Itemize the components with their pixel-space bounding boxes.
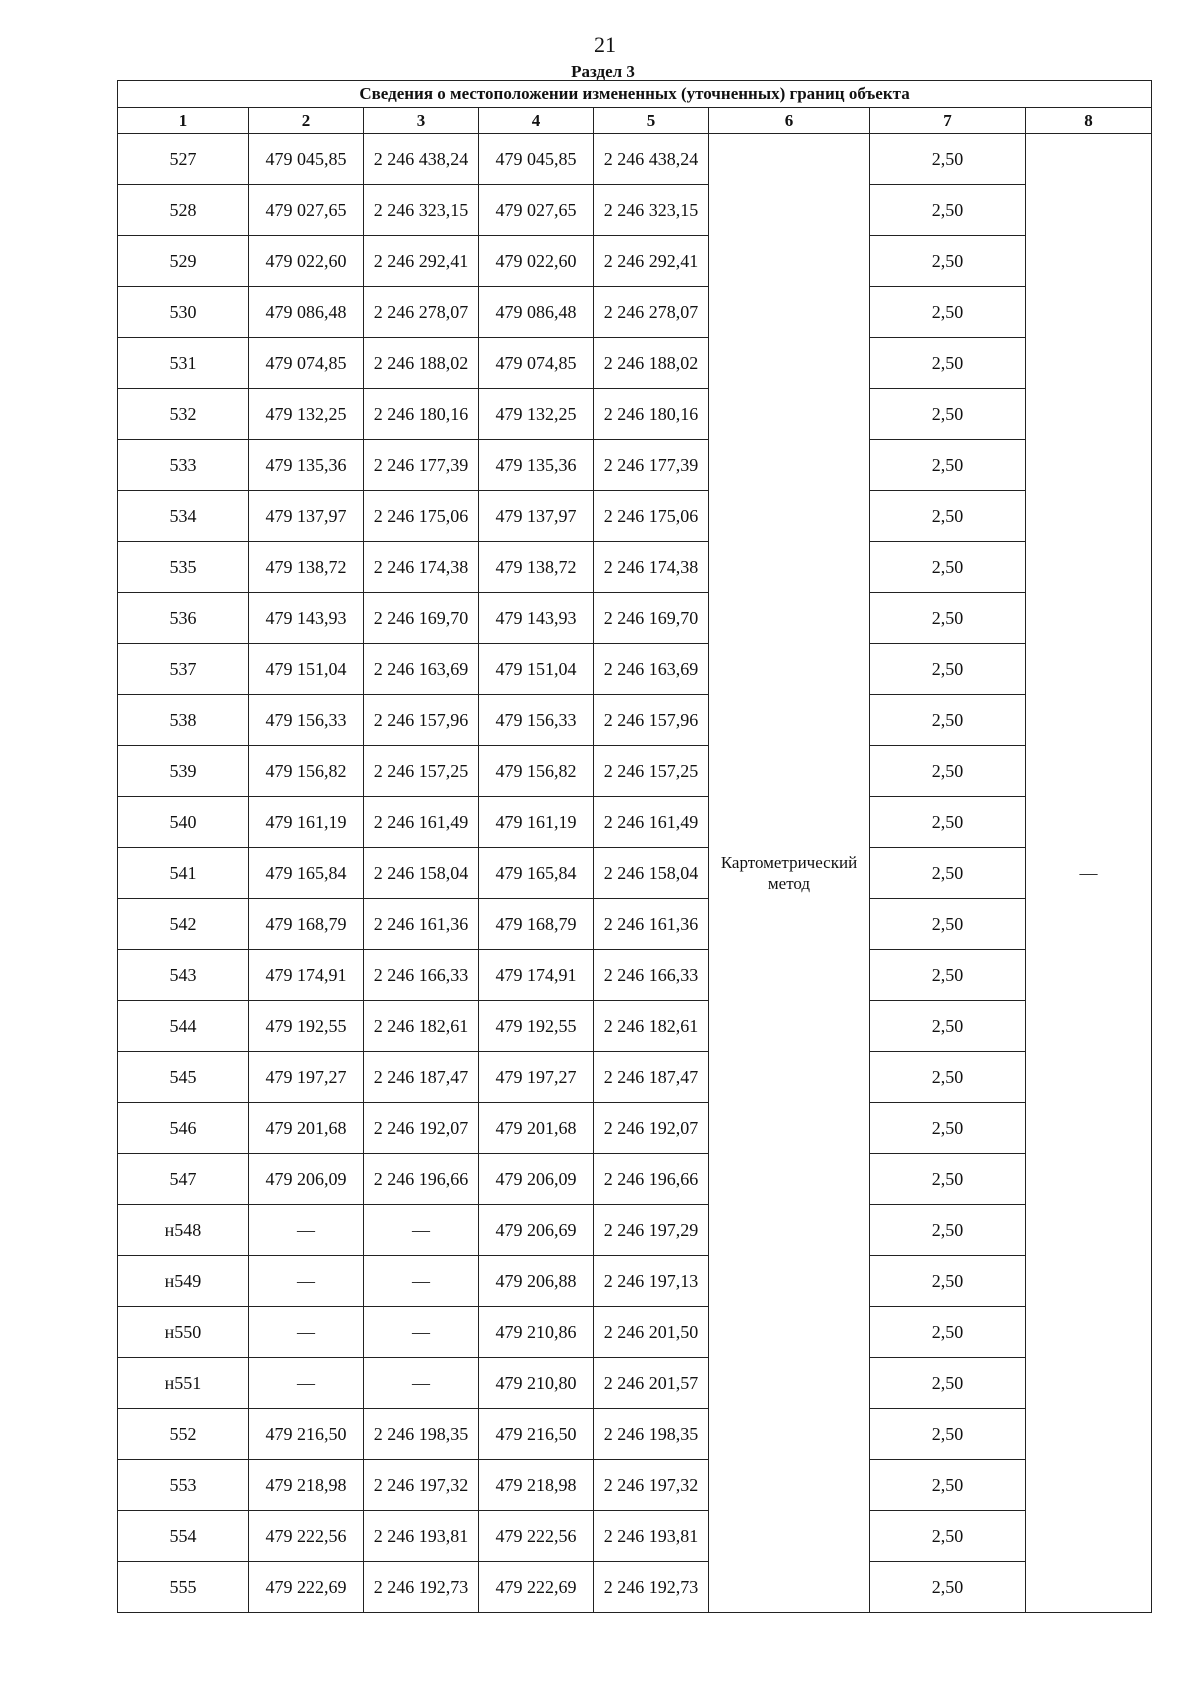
y-old-cell: 2 246 158,04 <box>364 848 479 899</box>
table-row <box>118 236 1152 287</box>
x-old-cell: 479 174,91 <box>249 950 364 1001</box>
accuracy-cell: 2,50 <box>870 746 1026 797</box>
accuracy-cell: 2,50 <box>870 593 1026 644</box>
x-new-cell: 479 218,98 <box>479 1460 594 1511</box>
x-new-cell: 479 222,69 <box>479 1562 594 1613</box>
column-number: 6 <box>709 108 870 134</box>
x-old-cell: 479 197,27 <box>249 1052 364 1103</box>
x-new-cell: 479 027,65 <box>479 185 594 236</box>
x-new-cell: 479 192,55 <box>479 1001 594 1052</box>
point-number-cell: 543 <box>118 950 249 1001</box>
y-new-cell: 2 246 175,06 <box>594 491 709 542</box>
table-row <box>118 644 1152 695</box>
y-new-cell: 2 246 182,61 <box>594 1001 709 1052</box>
section-title: Раздел 3 <box>571 62 635 81</box>
accuracy-cell: 2,50 <box>870 1409 1026 1460</box>
x-new-cell: 479 165,84 <box>479 848 594 899</box>
table-row <box>118 134 1152 185</box>
y-new-cell: 2 246 323,15 <box>594 185 709 236</box>
y-new-cell: 2 246 174,38 <box>594 542 709 593</box>
table-row <box>118 440 1152 491</box>
accuracy-cell: 2,50 <box>870 134 1026 185</box>
table-row <box>118 1205 1152 1256</box>
x-new-cell: 479 210,80 <box>479 1358 594 1409</box>
x-old-cell: 479 216,50 <box>249 1409 364 1460</box>
column-number: 8 <box>1026 108 1152 134</box>
y-old-cell: 2 246 161,49 <box>364 797 479 848</box>
x-old-cell: 479 022,60 <box>249 236 364 287</box>
x-new-cell: 479 174,91 <box>479 950 594 1001</box>
accuracy-cell: 2,50 <box>870 695 1026 746</box>
page-number: 21 <box>594 32 616 57</box>
y-old-cell: 2 246 174,38 <box>364 542 479 593</box>
accuracy-cell: 2,50 <box>870 1511 1026 1562</box>
x-old-cell: 479 086,48 <box>249 287 364 338</box>
y-old-cell: 2 246 177,39 <box>364 440 479 491</box>
y-old-cell: 2 246 182,61 <box>364 1001 479 1052</box>
y-old-cell: — <box>364 1205 479 1256</box>
accuracy-cell: 2,50 <box>870 848 1026 899</box>
point-number-cell: 536 <box>118 593 249 644</box>
table-row <box>118 1256 1152 1307</box>
x-new-cell: 479 086,48 <box>479 287 594 338</box>
x-new-cell: 479 201,68 <box>479 1103 594 1154</box>
column-number: 3 <box>364 108 479 134</box>
accuracy-cell: 2,50 <box>870 491 1026 542</box>
y-old-cell: 2 246 188,02 <box>364 338 479 389</box>
point-number-cell: н549 <box>118 1256 249 1307</box>
point-number-cell: н551 <box>118 1358 249 1409</box>
point-number-cell: 539 <box>118 746 249 797</box>
table-row <box>118 899 1152 950</box>
accuracy-cell: 2,50 <box>870 1307 1026 1358</box>
y-new-cell: 2 246 166,33 <box>594 950 709 1001</box>
accuracy-cell: 2,50 <box>870 1154 1026 1205</box>
x-new-cell: 479 222,56 <box>479 1511 594 1562</box>
y-old-cell: — <box>364 1307 479 1358</box>
x-old-cell: — <box>249 1205 364 1256</box>
x-old-cell: 479 192,55 <box>249 1001 364 1052</box>
boundary-coordinates-table <box>117 80 1152 1613</box>
column-number: 5 <box>594 108 709 134</box>
y-old-cell: 2 246 292,41 <box>364 236 479 287</box>
column-8-cell: — <box>1026 134 1152 1613</box>
table-row <box>118 1103 1152 1154</box>
accuracy-cell: 2,50 <box>870 797 1026 848</box>
point-number-cell: 538 <box>118 695 249 746</box>
y-new-cell: 2 246 197,13 <box>594 1256 709 1307</box>
x-old-cell: 479 045,85 <box>249 134 364 185</box>
column-number: 7 <box>870 108 1026 134</box>
point-number-cell: 546 <box>118 1103 249 1154</box>
accuracy-cell: 2,50 <box>870 644 1026 695</box>
y-old-cell: 2 246 157,25 <box>364 746 479 797</box>
y-old-cell: 2 246 196,66 <box>364 1154 479 1205</box>
accuracy-cell: 2,50 <box>870 338 1026 389</box>
x-old-cell: 479 165,84 <box>249 848 364 899</box>
accuracy-cell: 2,50 <box>870 1001 1026 1052</box>
table-row <box>118 1052 1152 1103</box>
table-row <box>118 287 1152 338</box>
x-old-cell: 479 201,68 <box>249 1103 364 1154</box>
y-old-cell: 2 246 175,06 <box>364 491 479 542</box>
table-row <box>118 848 1152 899</box>
table-row <box>118 491 1152 542</box>
point-number-cell: 535 <box>118 542 249 593</box>
y-old-cell: — <box>364 1256 479 1307</box>
x-old-cell: 479 132,25 <box>249 389 364 440</box>
accuracy-cell: 2,50 <box>870 1562 1026 1613</box>
point-number-cell: 545 <box>118 1052 249 1103</box>
x-new-cell: 479 135,36 <box>479 440 594 491</box>
y-new-cell: 2 246 161,49 <box>594 797 709 848</box>
x-new-cell: 479 156,33 <box>479 695 594 746</box>
y-old-cell: 2 246 197,32 <box>364 1460 479 1511</box>
x-new-cell: 479 206,09 <box>479 1154 594 1205</box>
point-number-cell: 531 <box>118 338 249 389</box>
y-old-cell: 2 246 192,73 <box>364 1562 479 1613</box>
point-number-cell: 528 <box>118 185 249 236</box>
y-new-cell: 2 246 278,07 <box>594 287 709 338</box>
x-old-cell: 479 138,72 <box>249 542 364 593</box>
y-new-cell: 2 246 157,96 <box>594 695 709 746</box>
x-old-cell: 479 027,65 <box>249 185 364 236</box>
y-new-cell: 2 246 158,04 <box>594 848 709 899</box>
table-row <box>118 593 1152 644</box>
table-row <box>118 1460 1152 1511</box>
y-old-cell: 2 246 438,24 <box>364 134 479 185</box>
y-new-cell: 2 246 198,35 <box>594 1409 709 1460</box>
accuracy-cell: 2,50 <box>870 542 1026 593</box>
y-old-cell: 2 246 193,81 <box>364 1511 479 1562</box>
point-number-cell: 537 <box>118 644 249 695</box>
x-new-cell: 479 132,25 <box>479 389 594 440</box>
table-row <box>118 338 1152 389</box>
point-number-cell: 532 <box>118 389 249 440</box>
y-new-cell: 2 246 187,47 <box>594 1052 709 1103</box>
x-new-cell: 479 074,85 <box>479 338 594 389</box>
accuracy-cell: 2,50 <box>870 899 1026 950</box>
table-row <box>118 1409 1152 1460</box>
point-number-cell: 529 <box>118 236 249 287</box>
y-new-cell: 2 246 193,81 <box>594 1511 709 1562</box>
table-body <box>118 134 1152 1613</box>
method-cell: Картометрический метод <box>709 134 870 1613</box>
x-new-cell: 479 216,50 <box>479 1409 594 1460</box>
x-old-cell: 479 156,33 <box>249 695 364 746</box>
accuracy-cell: 2,50 <box>870 1256 1026 1307</box>
table-row <box>118 1307 1152 1358</box>
y-new-cell: 2 246 197,32 <box>594 1460 709 1511</box>
point-number-cell: 533 <box>118 440 249 491</box>
table-row <box>118 695 1152 746</box>
x-new-cell: 479 143,93 <box>479 593 594 644</box>
table-row <box>118 1154 1152 1205</box>
column-number: 2 <box>249 108 364 134</box>
y-old-cell: 2 246 166,33 <box>364 950 479 1001</box>
table-row <box>118 950 1152 1001</box>
x-new-cell: 479 161,19 <box>479 797 594 848</box>
accuracy-cell: 2,50 <box>870 1460 1026 1511</box>
x-new-cell: 479 151,04 <box>479 644 594 695</box>
table-row <box>118 797 1152 848</box>
table-row <box>118 1511 1152 1562</box>
point-number-cell: 554 <box>118 1511 249 1562</box>
y-new-cell: 2 246 196,66 <box>594 1154 709 1205</box>
y-new-cell: 2 246 292,41 <box>594 236 709 287</box>
x-new-cell: 479 045,85 <box>479 134 594 185</box>
y-new-cell: 2 246 180,16 <box>594 389 709 440</box>
y-old-cell: 2 246 169,70 <box>364 593 479 644</box>
y-old-cell: 2 246 157,96 <box>364 695 479 746</box>
y-new-cell: 2 246 201,50 <box>594 1307 709 1358</box>
x-old-cell: — <box>249 1307 364 1358</box>
x-old-cell: 479 135,36 <box>249 440 364 491</box>
x-old-cell: 479 151,04 <box>249 644 364 695</box>
x-new-cell: 479 206,69 <box>479 1205 594 1256</box>
y-old-cell: 2 246 180,16 <box>364 389 479 440</box>
y-old-cell: 2 246 187,47 <box>364 1052 479 1103</box>
y-old-cell: 2 246 278,07 <box>364 287 479 338</box>
point-number-cell: 547 <box>118 1154 249 1205</box>
y-new-cell: 2 246 192,73 <box>594 1562 709 1613</box>
table-row <box>118 389 1152 440</box>
y-old-cell: 2 246 323,15 <box>364 185 479 236</box>
x-new-cell: 479 197,27 <box>479 1052 594 1103</box>
accuracy-cell: 2,50 <box>870 1052 1026 1103</box>
x-old-cell: 479 222,56 <box>249 1511 364 1562</box>
accuracy-cell: 2,50 <box>870 236 1026 287</box>
point-number-cell: 555 <box>118 1562 249 1613</box>
y-new-cell: 2 246 188,02 <box>594 338 709 389</box>
x-old-cell: 479 156,82 <box>249 746 364 797</box>
table-row <box>118 1001 1152 1052</box>
table-row <box>118 185 1152 236</box>
accuracy-cell: 2,50 <box>870 185 1026 236</box>
point-number-cell: 553 <box>118 1460 249 1511</box>
x-old-cell: — <box>249 1358 364 1409</box>
point-number-cell: н550 <box>118 1307 249 1358</box>
accuracy-cell: 2,50 <box>870 950 1026 1001</box>
column-number: 1 <box>118 108 249 134</box>
y-old-cell: 2 246 163,69 <box>364 644 479 695</box>
y-new-cell: 2 246 177,39 <box>594 440 709 491</box>
point-number-cell: 544 <box>118 1001 249 1052</box>
table-caption: Сведения о местоположении измененных (уточненных) границ объекта <box>118 81 1152 108</box>
y-new-cell: 2 246 438,24 <box>594 134 709 185</box>
y-new-cell: 2 246 157,25 <box>594 746 709 797</box>
point-number-cell: 534 <box>118 491 249 542</box>
y-new-cell: 2 246 201,57 <box>594 1358 709 1409</box>
point-number-cell: 540 <box>118 797 249 848</box>
accuracy-cell: 2,50 <box>870 1205 1026 1256</box>
x-new-cell: 479 168,79 <box>479 899 594 950</box>
accuracy-cell: 2,50 <box>870 1103 1026 1154</box>
x-old-cell: 479 222,69 <box>249 1562 364 1613</box>
accuracy-cell: 2,50 <box>870 389 1026 440</box>
y-old-cell: 2 246 198,35 <box>364 1409 479 1460</box>
accuracy-cell: 2,50 <box>870 1358 1026 1409</box>
x-old-cell: — <box>249 1256 364 1307</box>
x-old-cell: 479 137,97 <box>249 491 364 542</box>
x-new-cell: 479 210,86 <box>479 1307 594 1358</box>
x-new-cell: 479 137,97 <box>479 491 594 542</box>
x-old-cell: 479 206,09 <box>249 1154 364 1205</box>
y-new-cell: 2 246 169,70 <box>594 593 709 644</box>
y-new-cell: 2 246 163,69 <box>594 644 709 695</box>
accuracy-cell: 2,50 <box>870 440 1026 491</box>
x-old-cell: 479 161,19 <box>249 797 364 848</box>
y-new-cell: 2 246 192,07 <box>594 1103 709 1154</box>
x-old-cell: 479 143,93 <box>249 593 364 644</box>
table-row <box>118 542 1152 593</box>
x-new-cell: 479 206,88 <box>479 1256 594 1307</box>
point-number-cell: 530 <box>118 287 249 338</box>
point-number-cell: 527 <box>118 134 249 185</box>
point-number-cell: 542 <box>118 899 249 950</box>
y-old-cell: 2 246 192,07 <box>364 1103 479 1154</box>
x-old-cell: 479 074,85 <box>249 338 364 389</box>
x-new-cell: 479 138,72 <box>479 542 594 593</box>
point-number-cell: 552 <box>118 1409 249 1460</box>
table-row <box>118 746 1152 797</box>
y-old-cell: — <box>364 1358 479 1409</box>
point-number-cell: 541 <box>118 848 249 899</box>
x-new-cell: 479 156,82 <box>479 746 594 797</box>
column-number: 4 <box>479 108 594 134</box>
table-row <box>118 1562 1152 1613</box>
point-number-cell: н548 <box>118 1205 249 1256</box>
x-new-cell: 479 022,60 <box>479 236 594 287</box>
x-old-cell: 479 218,98 <box>249 1460 364 1511</box>
y-old-cell: 2 246 161,36 <box>364 899 479 950</box>
x-old-cell: 479 168,79 <box>249 899 364 950</box>
y-new-cell: 2 246 197,29 <box>594 1205 709 1256</box>
table-row <box>118 1358 1152 1409</box>
y-new-cell: 2 246 161,36 <box>594 899 709 950</box>
accuracy-cell: 2,50 <box>870 287 1026 338</box>
